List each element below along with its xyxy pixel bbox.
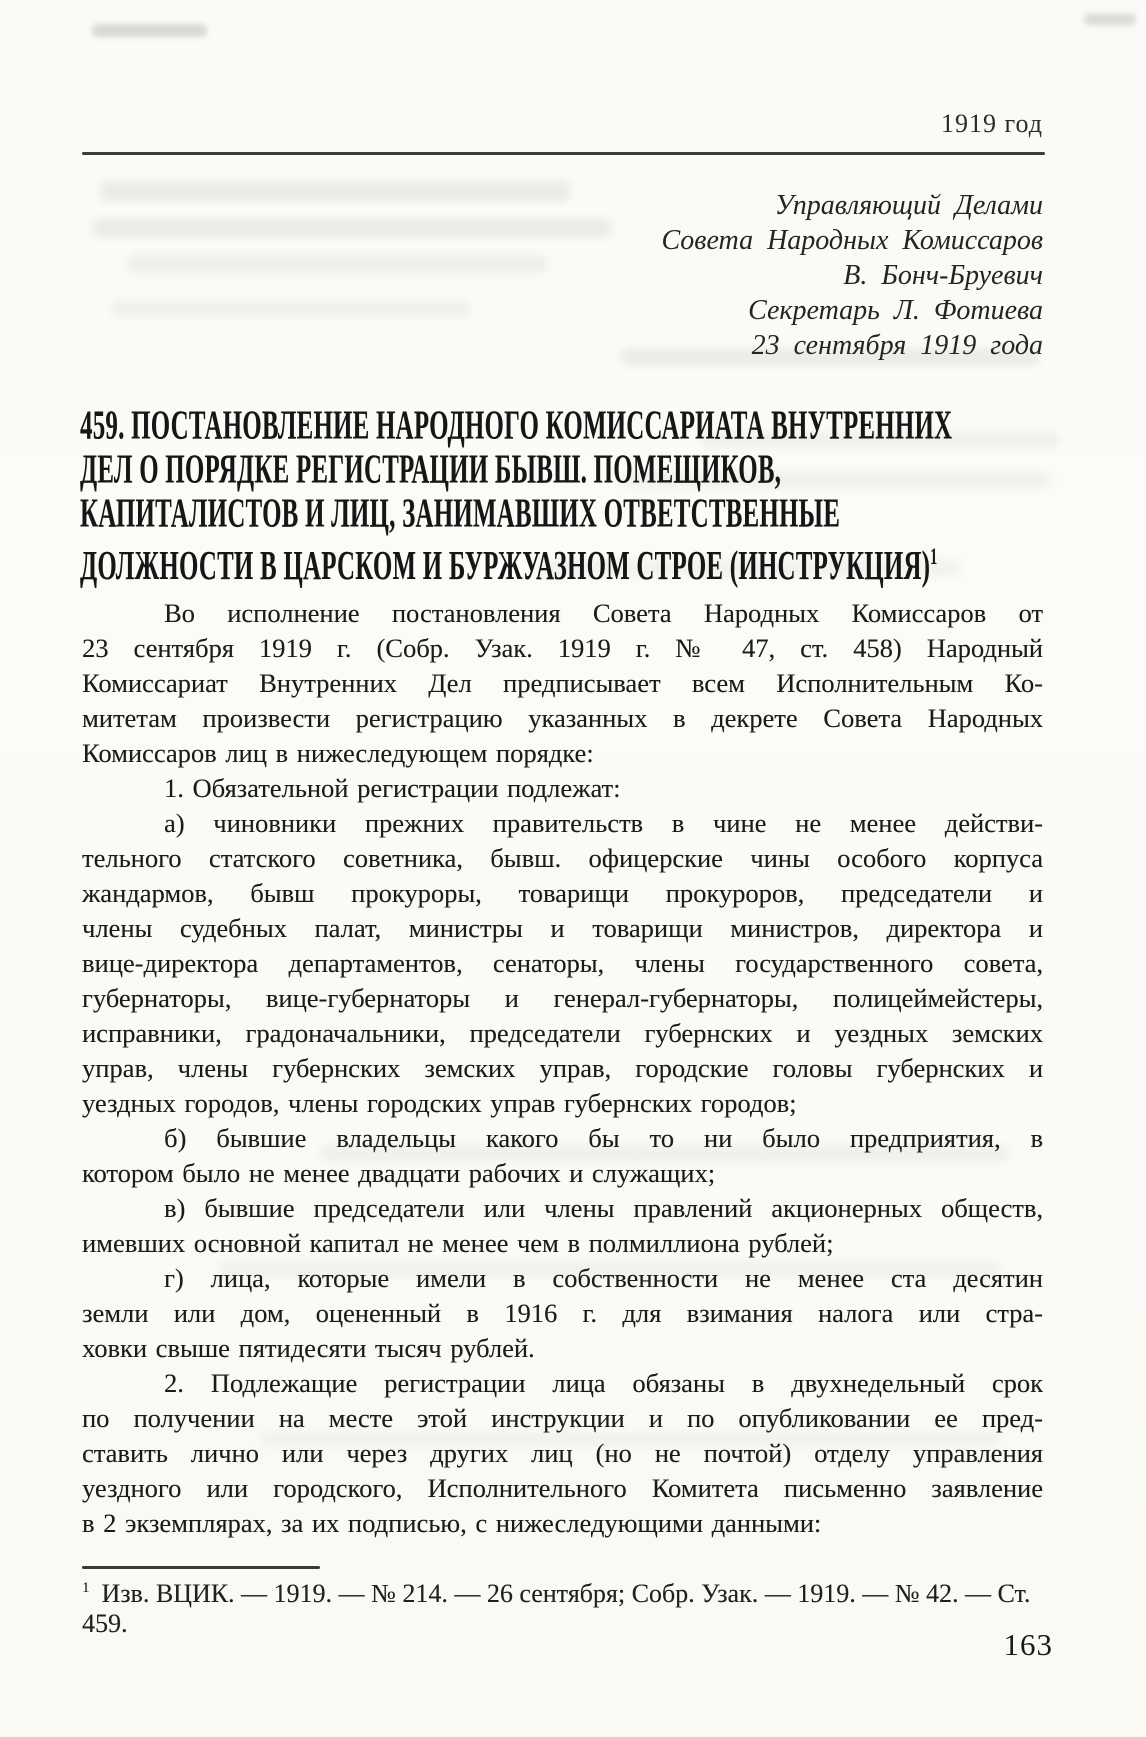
text-line: Комиссариат Внутренних Дел предписывает всем Исполнительным Ко-: [82, 668, 1043, 698]
scan-smudge: [1084, 14, 1136, 25]
paragraph: [82, 806, 1043, 1121]
heading-line: ДЕЛ О ПОРЯДКЕ РЕГИСТРАЦИИ БЫВШ. ПОМЕЩИКОВ,: [80, 445, 782, 492]
text-line: в) бывшие председатели или члены правлений акционерных обществ,: [164, 1193, 1043, 1223]
footnote-rule: [82, 1566, 320, 1569]
paragraph: [82, 1121, 1043, 1191]
text-line: 23 сентября 1919 г. (Собр. Узак. 1919 г. № 47, ст. 458) Народный: [82, 633, 1043, 663]
bleed-through-artifact: [128, 254, 548, 274]
paragraph: [82, 1366, 1043, 1541]
text-line: губернаторы, вице-губернаторы и генерал-губернаторы, полицеймейстеры,: [82, 983, 1043, 1013]
text-line: Комиссаров лиц в нижеследующем порядке:: [82, 738, 594, 768]
text-line: 2. Подлежащие регистрации лица обязаны в двухнедельный срок: [164, 1368, 1043, 1398]
text-line: ставить лично или через других лиц (но не почтой) отделу управления: [82, 1438, 1043, 1468]
text-line: земли или дом, оцененный в 1916 г. для взимания налога или стра-: [82, 1298, 1043, 1328]
text-line: члены судебных палат, министры и товарищи министров, директора и: [82, 913, 1043, 943]
signature-line: В. Бонч-Бруевич: [843, 260, 1043, 291]
text-line: ховки свыше пятидесяти тысяч рублей.: [82, 1333, 535, 1363]
text-line: г) лица, которые имели в собственности не менее ста десятин: [164, 1263, 1043, 1293]
signature-line: Управляющий Делами: [774, 190, 1043, 221]
document-heading: [80, 403, 1060, 587]
text-line: по получении на месте этой инструкции и по опубликовании ее пред-: [82, 1403, 1043, 1433]
heading-line: ДОЛЖНОСТИ В ЦАРСКОМ И БУРЖУАЗНОМ СТРОЕ (ИНСТРУКЦИЯ)$^1$: [80, 541, 938, 589]
footnote: [82, 1579, 1052, 1639]
signature-line: Совета Народных Комиссаров: [661, 225, 1043, 256]
text-line: в 2 экземплярах, за их подписью, с нижеследующими данными:: [82, 1508, 822, 1538]
text-line: а) чиновники прежних правительств в чине не менее действи-: [164, 808, 1043, 838]
signature-line: 23 сентября 1919 года: [751, 330, 1043, 361]
document-body: [82, 596, 1043, 1541]
signature-line: Секретарь Л. Фотиева: [748, 295, 1043, 326]
text-line: уездного или городского, Исполнительного Комитета письменно заявление: [82, 1473, 1043, 1503]
text-line: исправники, градоначальники, председатели губернских и уездных земских: [82, 1018, 1043, 1048]
text-line: Во исполнение постановления Совета Народных Комиссаров от: [164, 598, 1043, 628]
footnote-text: Изв. ВЦИК. — 1919. — № 214. — 26 сентября; Собр. Узак. — 1919. — № 42. — Ст. 459.: [82, 1579, 1031, 1638]
running-header: [941, 109, 1043, 139]
bleed-through-artifact: [110, 300, 470, 318]
paragraph: [82, 1261, 1043, 1366]
text-line: тельного статского советника, бывш. офицерские чины особого корпуса: [82, 843, 1043, 873]
text-line: управ, члены губернских земских управ, городские головы губернских и: [82, 1053, 1043, 1083]
text-line: котором было не менее двадцати рабочих и служащих;: [82, 1158, 716, 1188]
paragraph: [82, 1191, 1043, 1261]
scan-smudge: [92, 24, 207, 37]
bleed-through-artifact: [100, 180, 570, 202]
text-line: вице-директора департаментов, сенаторы, члены государственного совета,: [82, 948, 1043, 978]
footnote-ref: 1: [930, 543, 938, 570]
text-line: 1. Обязательной регистрации подлежат:: [164, 773, 621, 803]
text-line: митетам произвести регистрацию указанных в декрете Совета Народных: [82, 703, 1043, 733]
footnote-mark: 1: [82, 1580, 90, 1597]
heading-line: 459. ПОСТАНОВЛЕНИЕ НАРОДНОГО КОМИССАРИАТА ВНУТРЕННИХ: [80, 401, 953, 448]
text-line: жандармов, бывш прокуроры, товарищи прокуроров, председатели и: [82, 878, 1043, 908]
text-line: б) бывшие владельцы какого бы то ни было предприятия, в: [164, 1123, 1043, 1153]
heading-line: КАПИТАЛИСТОВ И ЛИЦ, ЗАНИМАВШИХ ОТВЕТСТВЕННЫЕ: [80, 489, 841, 536]
page-number: 163: [1003, 1627, 1053, 1662]
running-header-text: 1919 год: [941, 109, 1043, 138]
text-line: уездных городов, члены городских управ губернских городов;: [82, 1088, 797, 1118]
bleed-through-artifact: [92, 218, 612, 238]
text-line: имевших основной капитал не менее чем в полмиллиона рублей;: [82, 1228, 834, 1258]
paragraph: [82, 771, 1043, 806]
signature-block: [661, 188, 1043, 363]
paragraph: [82, 596, 1043, 771]
header-rule: [82, 152, 1045, 155]
